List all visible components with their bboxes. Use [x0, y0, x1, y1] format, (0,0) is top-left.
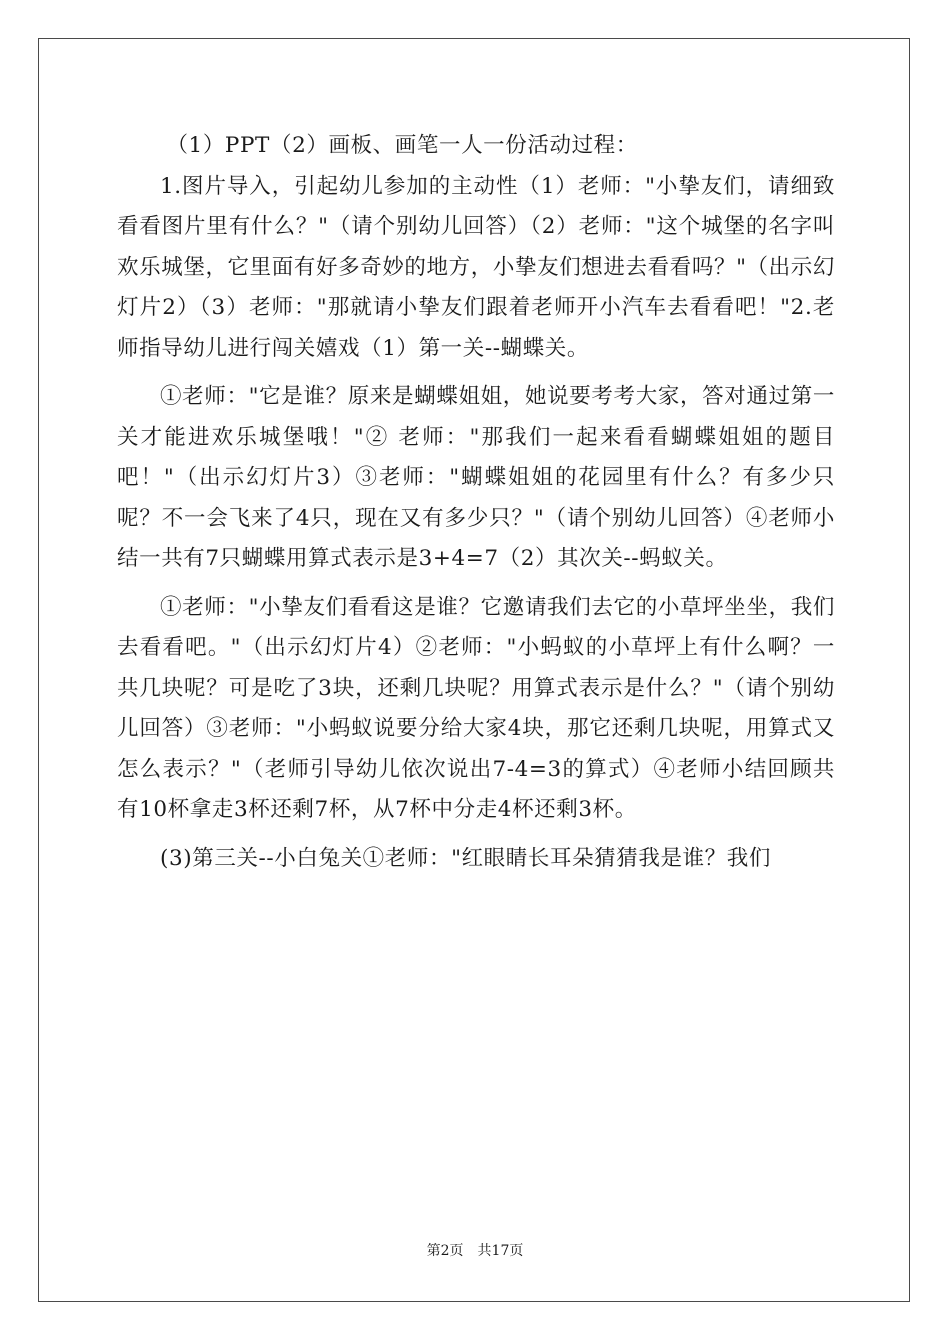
page-footer: 第2页 共17页 [426, 1243, 524, 1259]
paragraph-butterfly: ①老师："它是谁？原来是蝴蝶姐姐，她说要考考大家，答对通过第一关才能进欢乐城堡哦！"② 老师："那我们一起来看看蝴蝶姐姐的题目吧！"（出示幻灯片3）③老师："蝴蝶姐姐的花园里有什么？有多少只呢？不一会飞来了4只，现在又有多少只？"（请个别幼儿回答）④老师小结一共有7只蝴蝶用算式表示是3+4=7（2）其次关--蚂蚁关。 [117, 384, 835, 571]
paragraph-rabbit: (3)第三关--小白兔关①老师："红眼睛长耳朵猜猜我是谁？我们 [160, 845, 771, 871]
paragraph-ant: ①老师："小挚友们看看这是谁？它邀请我们去它的小草坪坐坐，我们去看看吧。"（出示幻灯片4）②老师："小蚂蚁的小草坪上有什么啊？一共几块呢？可是吃了3块，还剩几块呢？用算式表示是什么？"（请个别幼儿回答）③老师："小蚂蚁说要分给大家4块，那它还剩几块呢，用算式又怎么表示？"（老师引导幼儿依次说出7-4=3的算式）④老师小结回顾共有10杯拿走3杯还剩7杯，从7杯中分走4杯还剩3杯。 [117, 594, 835, 822]
paragraph-step-1: 1.图片导入，引起幼儿参加的主动性（1）老师："小挚友们，请细致看看图片里有什么？"（请个别幼儿回答）（2）老师："这个城堡的名字叫欢乐城堡，它里面有好多奇妙的地方，小挚友们想进去看看吗？"（出示幻灯片2）（3）老师："那就请小挚友们跟着老师开小汽车去看看吧！"2.老师指导幼儿进行闯关嬉戏（1）第一关--蝴蝶关。 [117, 173, 835, 361]
document-body [117, 126, 835, 879]
paragraph-materials: （1）PPT（2）画板、画笔一人一份活动过程： [166, 133, 638, 158]
